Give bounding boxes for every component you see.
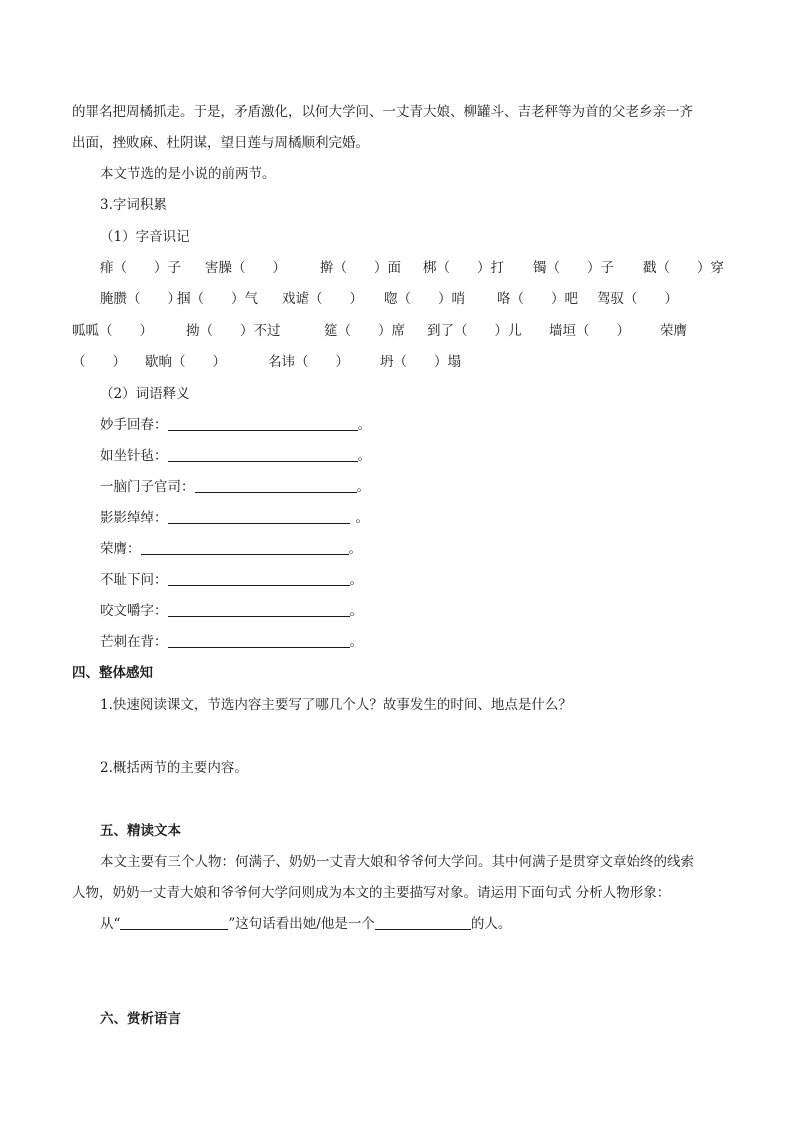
- answer-blank[interactable]: [195, 478, 357, 493]
- term-end: 。: [349, 572, 363, 588]
- term-label: 一脑门子官司：: [100, 479, 195, 495]
- answer-blank[interactable]: [168, 509, 350, 524]
- pronunciation-item: 歇晌（ ）: [145, 354, 226, 370]
- term-label: 咬文嚼字：: [100, 603, 168, 619]
- definition-subheading: （2）词语释义: [100, 386, 190, 402]
- term-label: 荣膺：: [100, 541, 141, 557]
- definition-item: [100, 570, 363, 590]
- pronunciation-item: 戏谑（ ）: [282, 291, 363, 307]
- term-end: 。: [357, 417, 371, 433]
- pronunciation-item: 咯（ ）吧: [497, 291, 578, 307]
- quote-blank[interactable]: [120, 915, 228, 930]
- question-1: 1.快速阅读课文，节选内容主要写了哪几个人？故事发生的时间、地点是什么？: [100, 697, 572, 713]
- pronunciation-item: （ ）: [72, 354, 126, 370]
- term-end: 。: [349, 603, 363, 619]
- answer-blank[interactable]: [168, 447, 358, 462]
- pronunciation-item: 呱呱（ ）: [72, 323, 153, 339]
- pronunciation-item: 驾驭（ ）: [597, 291, 678, 307]
- vocab-heading: 3.字词积累: [100, 197, 167, 213]
- term-end: 。: [349, 634, 363, 650]
- pattern-part: 的人。: [470, 916, 512, 932]
- section-5-paragraph-1: 本文主要有三个人物：何满子、奶奶一丈青大娘和爷爷何大学问。其中何满子是贯穿文章始终的线索: [100, 854, 694, 870]
- term-label: 不耻下问：: [100, 572, 168, 588]
- answer-blank[interactable]: [168, 633, 350, 648]
- pronunciation-item: 墙垣（ ）: [549, 323, 630, 339]
- term-label: 影影绰绰：: [100, 510, 168, 526]
- definition-item: [100, 508, 369, 528]
- term-label: 妙手回春：: [100, 417, 168, 433]
- definition-item: [100, 539, 362, 559]
- pronunciation-item: 梆（ ）打: [423, 260, 504, 276]
- term-end: 。: [356, 479, 370, 495]
- pronunciation-item: 戳（ ）穿: [643, 260, 724, 276]
- pronunciation-item: 痱（ ）子: [100, 260, 181, 276]
- pronunciation-item: 害臊（ ）: [205, 260, 286, 276]
- pattern-part: ”这句话看出她/他是一个: [228, 916, 375, 932]
- term-end: 。: [355, 510, 369, 526]
- pronunciation-item: 擀（ ）面: [320, 260, 401, 276]
- intro-line-3: 本文节选的是小说的前两节。: [100, 166, 276, 182]
- pronunciation-item: 掴（ ）气: [177, 291, 258, 307]
- trait-blank[interactable]: [375, 915, 471, 930]
- pronunciation-item: 坍（ ）塌: [380, 354, 461, 370]
- definition-item: [100, 632, 363, 652]
- pronunciation-item: 镯（ ）子: [533, 260, 614, 276]
- definition-item: [100, 477, 370, 497]
- term-end: 。: [357, 448, 371, 464]
- pronunciation-item: 筵（ ）席: [324, 323, 405, 339]
- pronunciation-subheading: （1）字音识记: [100, 229, 190, 245]
- sentence-pattern: [100, 914, 511, 934]
- pronunciation-item: 拗（ ）不过: [186, 323, 281, 339]
- answer-blank[interactable]: [141, 540, 349, 555]
- section-5-heading: 五、精读文本: [100, 823, 181, 839]
- section-5-paragraph-2: 人物，奶奶一丈青大娘和爷爷何大学问则成为本文的主要描写对象。请运用下面句式 分析人物形象：: [72, 885, 671, 901]
- intro-line-2: 出面，挫败麻、杜阴谋，望日莲与周橘顺利完婚。: [72, 135, 369, 151]
- definition-item: [100, 415, 371, 435]
- pattern-part: 从“: [100, 916, 121, 932]
- term-end: 。: [348, 541, 362, 557]
- answer-blank[interactable]: [168, 571, 350, 586]
- intro-line-1: 的罪名把周橘抓走。于是，矛盾激化，以何大学问、一丈青大娘、柳罐斗、吉老秤等为首的父老乡亲一齐: [72, 104, 693, 120]
- pronunciation-item: 腌臜（ ）: [100, 291, 181, 307]
- pronunciation-item: 唿（ ）哨: [384, 291, 465, 307]
- pronunciation-item: 名讳（ ）: [268, 354, 349, 370]
- term-label: 芒刺在背：: [100, 634, 168, 650]
- definition-item: [100, 601, 363, 621]
- pronunciation-item: 到了（ ）儿: [427, 323, 522, 339]
- term-label: 如坐针毡：: [100, 448, 168, 464]
- answer-blank[interactable]: [168, 416, 358, 431]
- section-4-heading: 四、整体感知: [72, 665, 153, 681]
- section-6-heading: 六、赏析语言: [100, 1011, 181, 1027]
- question-2: 2.概括两节的主要内容。: [100, 760, 248, 776]
- definition-item: [100, 446, 371, 466]
- pronunciation-item: 荣膺: [660, 323, 687, 339]
- answer-blank[interactable]: [168, 602, 350, 617]
